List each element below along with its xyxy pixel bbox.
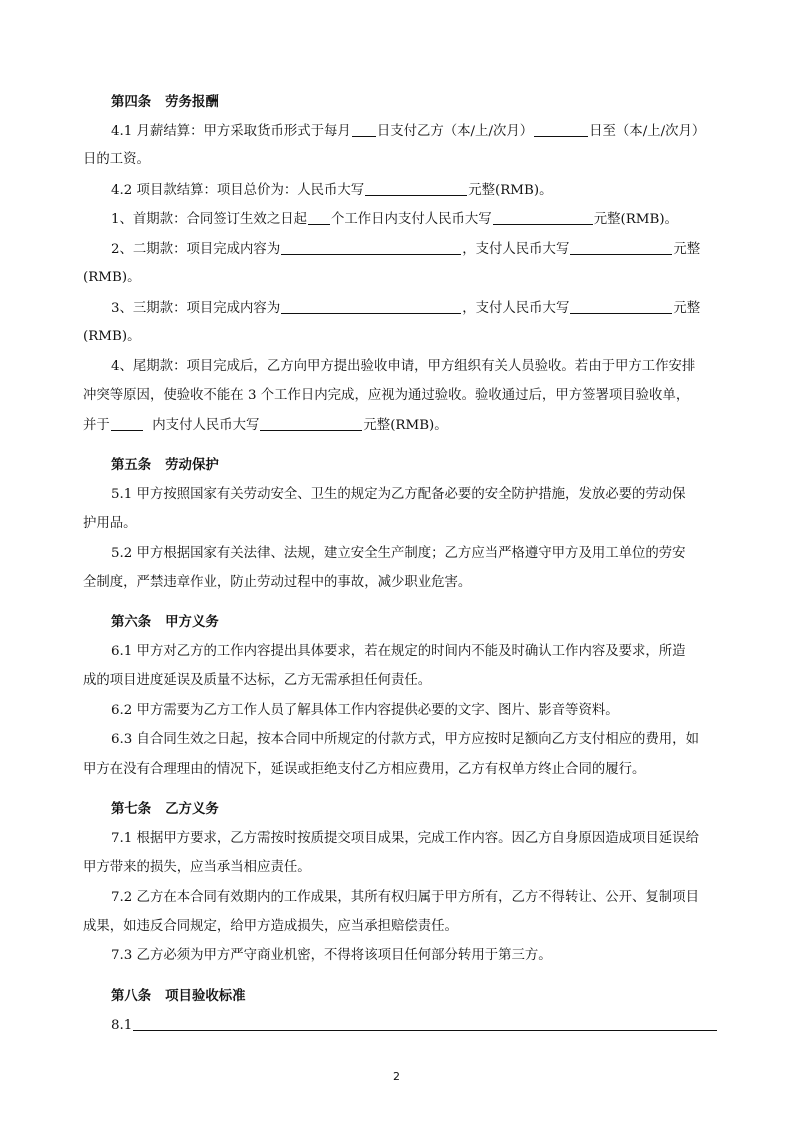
- article-5-heading: [111, 457, 219, 475]
- article-title: 劳务报酬: [165, 95, 219, 110]
- fill-blank[interactable]: [534, 122, 588, 137]
- article-number: 第七条: [111, 802, 152, 817]
- clause-text: 元整: [673, 301, 701, 316]
- clause-5-1-line-1: 5.1 甲方按照国家有关劳动安全、卫生的规定为乙方配备必要的安全防护措施，发放必要的劳动保: [111, 487, 686, 502]
- fill-blank[interactable]: [260, 416, 362, 431]
- payment-final-line-2: 冲突等原因，使验收不能在 3 个工作日内完成，应视为通过验收。验收通过后，甲方签署项目验收单，: [83, 388, 690, 403]
- clause-7-1-line-1: 7.1 根据甲方要求，乙方需按时按质提交项目成果，完成工作内容。因乙方自身原因造成项目延误给: [111, 831, 699, 846]
- clause-text: 内支付人民币大写: [152, 418, 260, 433]
- clause-text: 4.1 月薪结算：甲方采取货币形式于每月: [111, 124, 351, 139]
- fill-blank[interactable]: [570, 240, 672, 255]
- article-number: 第六条: [111, 615, 152, 630]
- article-6-heading: [111, 614, 219, 632]
- clause-text: 元整(RMB)。: [468, 183, 553, 198]
- clause-text: 2、二期款：项目完成内容为: [111, 242, 281, 257]
- payment-first: [111, 210, 678, 229]
- clause-6-1-line-1: 6.1 甲方对乙方的工作内容提出具体要求，若在规定的时间内不能及时确认工作内容及要求，所造: [111, 644, 686, 659]
- clause-text: 并于: [83, 418, 110, 433]
- clause-4-1-line-2: 日的工资。: [83, 152, 150, 167]
- clause-text: 日至（本/上/次月）: [589, 124, 706, 139]
- fill-blank[interactable]: [493, 210, 593, 225]
- fill-blank[interactable]: [352, 122, 376, 137]
- article-number: 第五条: [111, 458, 152, 473]
- fill-blank[interactable]: [281, 240, 461, 255]
- clause-text: 4.2 项目款结算：项目总价为：人民币大写: [111, 183, 365, 198]
- payment-second-line-1: [111, 240, 700, 259]
- article-title: 甲方义务: [165, 615, 219, 630]
- article-title: 项目验收标准: [165, 989, 246, 1004]
- clause-7-1-line-2: 甲方带来的损失，应当承当相应责任。: [83, 860, 311, 875]
- clause-4-2: [111, 181, 552, 200]
- clause-number: 8.1: [111, 1018, 133, 1033]
- clause-5-2-line-1: 5.2 甲方根据国家有关法律、法规，建立安全生产制度；乙方应当严格遵守甲方及用工单位的劳安: [111, 546, 686, 561]
- clause-6-1-line-2: 成的项目进度延误及质量不达标，乙方无需承担任何责任。: [83, 673, 432, 688]
- payment-third-line-1: [111, 299, 700, 318]
- fill-blank[interactable]: [365, 181, 467, 196]
- clause-text: 元整: [673, 242, 701, 257]
- fill-blank[interactable]: [570, 299, 672, 314]
- clause-text: 元整(RMB)。: [363, 418, 448, 433]
- clause-4-1-line-1: [111, 122, 705, 141]
- clause-text: 元整(RMB)。: [593, 212, 678, 227]
- clause-text: 1、首期款：合同签订生效之日起: [111, 212, 307, 227]
- article-7-heading: [111, 801, 219, 819]
- page-number: 2: [393, 1070, 400, 1083]
- clause-7-2-line-2: 成果，如违反合同规定，给甲方造成损失，应当承担赔偿责任。: [83, 919, 458, 934]
- payment-final-line-1: 4、尾期款：项目完成后，乙方向甲方提出验收申请，甲方组织有关人员验收。若由于甲方工作安排: [111, 359, 696, 374]
- fill-blank[interactable]: [281, 299, 461, 314]
- clause-7-2-line-1: 7.2 乙方在本合同有效期内的工作成果，其所有权归属于甲方所有，乙方不得转让、公开、复制项目: [111, 890, 699, 905]
- article-4-heading: [111, 94, 219, 112]
- payment-third-line-2: (RMB)。: [83, 329, 141, 344]
- clause-8-1: [111, 1016, 718, 1035]
- clause-6-3-line-2: 甲方在没有合理理由的情况下，延误或拒绝支付乙方相应费用，乙方有权单方终止合同的履行。: [83, 762, 646, 777]
- clause-text: ，支付人民币大写: [462, 242, 570, 257]
- clause-text: ，支付人民币大写: [462, 301, 570, 316]
- clause-5-1-line-2: 护用品。: [83, 516, 137, 531]
- payment-second-line-2: (RMB)。: [83, 270, 141, 285]
- clause-5-2-line-2: 全制度，严禁违章作业，防止劳动过程中的事故，减少职业危害。: [83, 575, 472, 590]
- payment-final-line-3: [83, 416, 448, 435]
- clause-text: 日支付乙方（本/上/次月）: [376, 124, 534, 139]
- article-title: 劳动保护: [165, 458, 219, 473]
- fill-blank[interactable]: [111, 416, 143, 431]
- clause-6-2: 6.2 甲方需要为乙方工作人员了解具体工作内容提供必要的文字、图片、影音等资料。: [111, 703, 619, 718]
- article-number: 第四条: [111, 95, 152, 110]
- clause-text: 个工作日内支付人民币大写: [331, 212, 492, 227]
- article-number: 第八条: [111, 989, 152, 1004]
- fill-blank[interactable]: [308, 210, 330, 225]
- clause-6-3-line-1: 6.3 自合同生效之日起，按本合同中所规定的付款方式，甲方应按时足额向乙方支付相应的费用，如: [111, 732, 699, 747]
- clause-text: 3、三期款：项目完成内容为: [111, 301, 281, 316]
- clause-7-3: 7.3 乙方必须为甲方严守商业机密，不得将该项目任何部分转用于第三方。: [111, 948, 552, 963]
- article-8-heading: [111, 988, 246, 1006]
- fill-blank[interactable]: [133, 1016, 717, 1031]
- article-title: 乙方义务: [165, 802, 219, 817]
